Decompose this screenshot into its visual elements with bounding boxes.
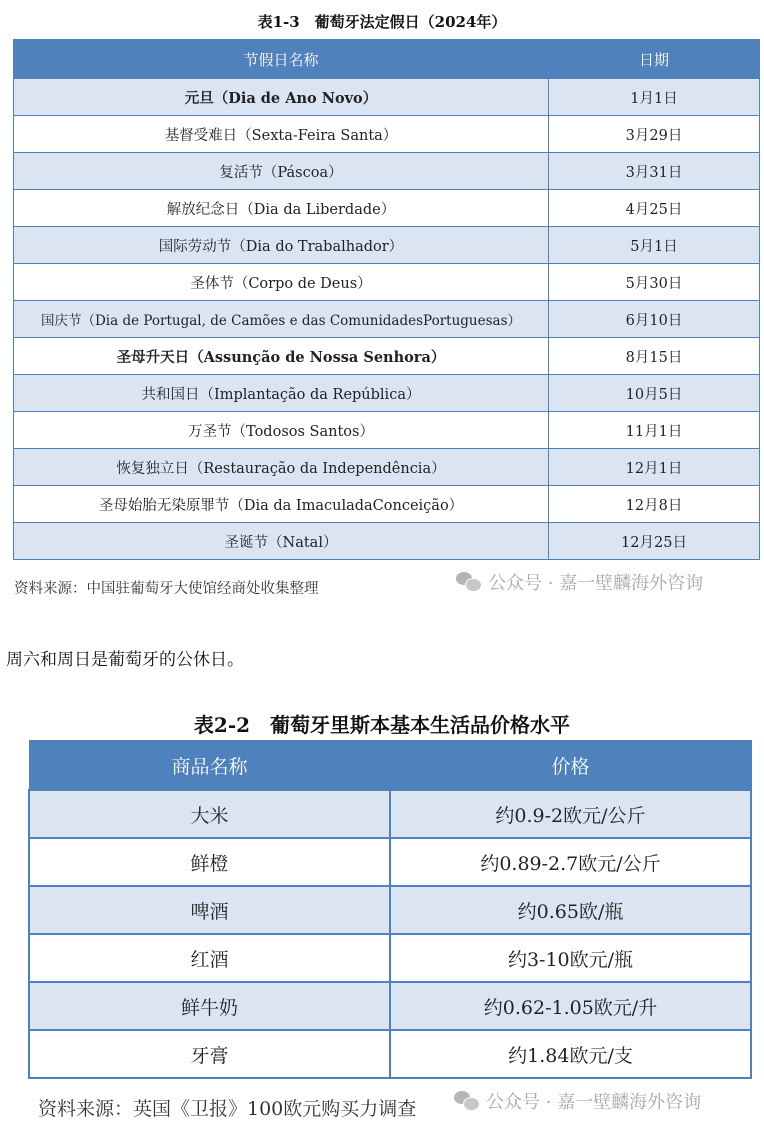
table-row	[14, 116, 760, 153]
watermark	[454, 1088, 701, 1114]
holiday-name: 万圣节（Todosos Santos）	[14, 412, 549, 449]
holiday-date: 4月25日	[549, 190, 760, 227]
table-row	[14, 338, 760, 375]
column-header-price: 价格	[390, 741, 751, 791]
holiday-name: 基督受难日（Sexta-Feira Santa）	[14, 116, 549, 153]
product-name: 红酒	[29, 934, 390, 982]
holiday-date: 12月8日	[549, 486, 760, 523]
holiday-name: 圣体节（Corpo de Deus）	[14, 264, 549, 301]
holiday-date: 11月1日	[549, 412, 760, 449]
watermark-text: 公众号 · 嘉一壁麟海外咨询	[488, 573, 704, 594]
table-row	[29, 886, 751, 934]
table-row	[29, 838, 751, 886]
product-name: 啤酒	[29, 886, 390, 934]
table-row	[29, 790, 751, 838]
table-header-row	[29, 741, 751, 791]
product-name: 大米	[29, 790, 390, 838]
table-row	[14, 227, 760, 264]
table-row	[14, 153, 760, 190]
holiday-date: 8月15日	[549, 338, 760, 375]
product-name: 鲜橙	[29, 838, 390, 886]
table-row	[14, 79, 760, 116]
product-price: 约3-10欧元/瓶	[390, 934, 751, 982]
holiday-name: 国庆节（Dia de Portugal, de Camões e das ComunidadesPortuguesas）	[14, 301, 549, 338]
product-name: 牙膏	[29, 1030, 390, 1078]
product-price: 约0.89-2.7欧元/公斤	[390, 838, 751, 886]
holiday-name: 圣母升天日（Assunção de Nossa Senhora）	[14, 338, 549, 375]
holiday-name: 解放纪念日（Dia da Liberdade）	[14, 190, 549, 227]
watermark-text: 公众号 · 嘉一壁麟海外咨询	[486, 1092, 702, 1113]
table-row	[14, 264, 760, 301]
column-header-holiday-name: 节假日名称	[14, 40, 549, 79]
column-header-product-name: 商品名称	[29, 741, 390, 791]
holiday-date: 10月5日	[549, 375, 760, 412]
wechat-icon	[454, 1091, 480, 1111]
holiday-name: 复活节（Páscoa）	[14, 153, 549, 190]
table-header-row	[14, 40, 760, 79]
table-row	[14, 523, 760, 560]
column-header-date: 日期	[549, 40, 760, 79]
product-price: 约1.84欧元/支	[390, 1030, 751, 1078]
holiday-date: 3月29日	[549, 116, 760, 153]
table-row	[29, 982, 751, 1030]
watermark	[456, 569, 703, 595]
holiday-name: 共和国日（Implantação da República）	[14, 375, 549, 412]
holiday-date: 12月25日	[549, 523, 760, 560]
product-price: 约0.9-2欧元/公斤	[390, 790, 751, 838]
holiday-name: 国际劳动节（Dia do Trabalhador）	[14, 227, 549, 264]
holiday-name: 圣母始胎无染原罪节（Dia da ImaculadaConceição）	[14, 486, 549, 523]
table-row	[14, 449, 760, 486]
table-row	[14, 301, 760, 338]
holiday-name: 元旦（Dia de Ano Novo）	[14, 79, 549, 116]
table-row	[14, 412, 760, 449]
table2-title: 表2-2 葡萄牙里斯本基本生活品价格水平	[193, 713, 571, 737]
holiday-name: 圣诞节（Natal）	[14, 523, 549, 560]
holiday-date: 12月1日	[549, 449, 760, 486]
holiday-date: 5月30日	[549, 264, 760, 301]
table1-title: 表1-3 葡萄牙法定假日（2024年）	[257, 13, 507, 31]
product-price: 约0.62-1.05欧元/升	[390, 982, 751, 1030]
table2-source-note: 资料来源：英国《卫报》100欧元购买力调查	[38, 1098, 417, 1120]
table-row	[29, 1030, 751, 1078]
holiday-date: 3月31日	[549, 153, 760, 190]
holiday-name: 恢复独立日（Restauração da Independência）	[14, 449, 549, 486]
holiday-date: 5月1日	[549, 227, 760, 264]
table-row	[14, 375, 760, 412]
table1-source-note: 资料来源：中国驻葡萄牙大使馆经商处收集整理	[14, 581, 319, 597]
product-price: 约0.65欧/瓶	[390, 886, 751, 934]
holiday-date: 6月10日	[549, 301, 760, 338]
holiday-date: 1月1日	[549, 79, 760, 116]
holidays-table	[13, 39, 760, 560]
table-row	[14, 190, 760, 227]
table-row	[29, 934, 751, 982]
prices-table	[28, 740, 752, 1079]
body-paragraph: 周六和周日是葡萄牙的公休日。	[6, 650, 244, 670]
table-row	[14, 486, 760, 523]
product-name: 鲜牛奶	[29, 982, 390, 1030]
wechat-icon	[456, 572, 482, 592]
